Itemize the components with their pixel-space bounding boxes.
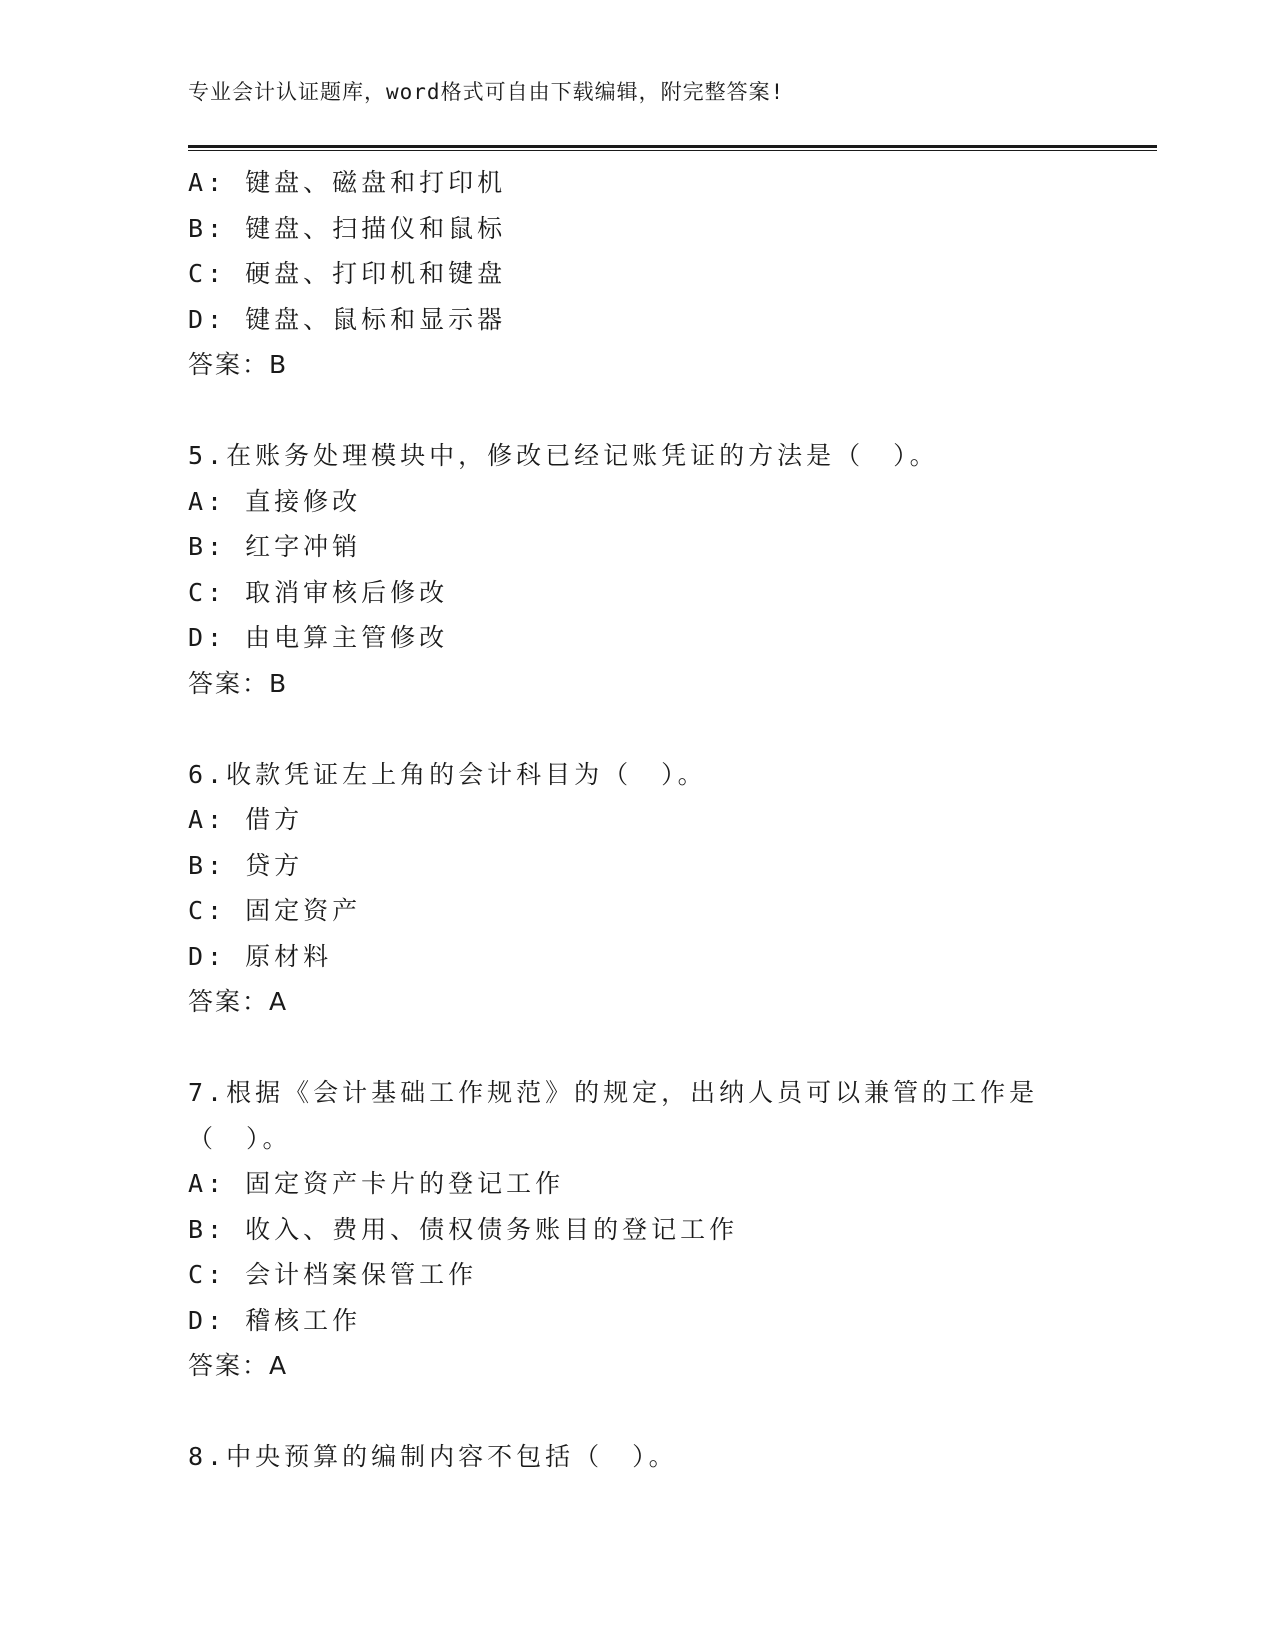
option-c: C: 取消审核后修改 [188,577,449,607]
question-block [188,1434,1068,1480]
option-c: C: 固定资产 [188,896,362,925]
answer-line: 答案：B [188,350,289,379]
question-block [188,433,1068,706]
option-c: C: 硬盘、打印机和键盘 [188,259,507,288]
header-divider-thick [188,145,1157,148]
option-d: D: 由电算主管修改 [188,623,449,652]
option-a: A: 直接修改 [188,486,362,516]
option-b: B: 贷方 [188,850,304,880]
question-list [188,160,1068,1480]
question-stem: 5.在账务处理模块中，修改已经记账凭证的方法是（ ）。 [188,441,939,470]
option-c: C: 会计档案保管工作 [188,1260,478,1289]
question-block [188,1070,1068,1389]
option-a: A: 固定资产卡片的登记工作 [188,1169,565,1198]
question-block [188,752,1068,1025]
header-divider-thin [188,150,1157,151]
page-header: 专业会计认证题库，word格式可自由下载编辑，附完整答案! [188,80,785,104]
question-stem: 6.收款凭证左上角的会计科目为（ ）。 [188,759,707,789]
option-a: A: 借方 [188,805,304,834]
option-d: D: 原材料 [188,941,333,971]
option-a: A: 键盘、磁盘和打印机 [188,168,507,197]
answer-line: 答案：B [188,668,289,698]
question-block [188,160,1068,388]
question-stem: 8.中央预算的编制内容不包括（ ）。 [188,1442,678,1471]
question-stem: 7.根据《会计基础工作规范》的规定，出纳人员可以兼管的工作是（ ）。 [188,1078,1039,1153]
answer-line: 答案：A [188,1351,289,1380]
option-d: D: 稽核工作 [188,1305,362,1335]
option-b: B: 收入、费用、债权债务账目的登记工作 [188,1214,739,1244]
option-b: B: 键盘、扫描仪和鼠标 [188,213,507,243]
option-d: D: 键盘、鼠标和显示器 [188,304,507,334]
answer-line: 答案：A [188,987,289,1016]
option-b: B: 红字冲销 [188,532,362,561]
